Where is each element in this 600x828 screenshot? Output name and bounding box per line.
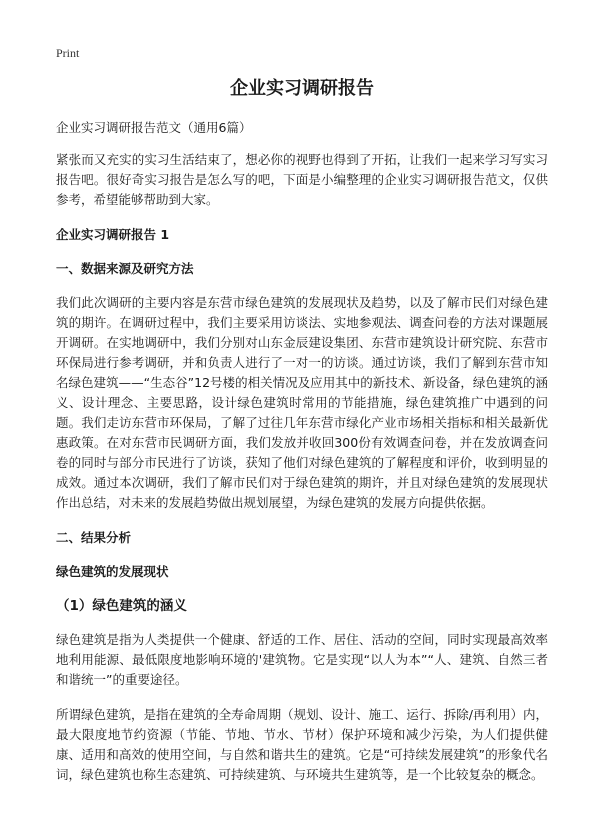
- report-heading: 企业实习调研报告 1: [56, 227, 170, 242]
- definition-paragraph-a: 绿色建筑是指为人类提供一个健康、舒适的工作、居住、活动的空间，同时实现最高效率地利用能源、最低限度地影响环境的'建筑物。它是实现“以人为本”“人、建筑、自然三者和谐统一”的重要途径。: [56, 632, 548, 687]
- print-label[interactable]: Print: [56, 46, 80, 60]
- document-page: [56, 76, 548, 800]
- section1-heading: 一、数据来源及研究方法: [56, 261, 194, 276]
- section2-heading: 二、结果分析: [56, 530, 132, 545]
- subsubsection-heading: （1）绿色建筑的涵义: [56, 598, 187, 614]
- intro-paragraph: 紧张而又充实的实习生活结束了，想必你的视野也得到了开拓，让我们一起来学习写实习报告吧。很好奇实习报告是怎么写的吧，下面是小编整理的企业实习调研报告范文，仅供参考，希望能够帮助到大家。: [56, 152, 548, 207]
- definition-paragraph-b: 所谓绿色建筑，是指在建筑的全寿命周期（规划、设计、施工、运行、拆除/再利用）内，最大限度地节约资源（节能、节地、节水、节材）保护环境和减少污染，为人们提供健康、适用和高效的使用空间，与自然和谐共生的建筑。它是“可持续发展建筑”的形象代名词，绿色建筑也称生态建筑、可持续建筑、与环境共生建筑等，是一个比较复杂的概念。: [56, 707, 548, 782]
- page-title: 企业实习调研报告: [230, 78, 374, 99]
- subsection-heading: 绿色建筑的发展现状: [56, 564, 169, 579]
- section1-paragraph: 我们此次调研的主要内容是东营市绿色建筑的发展现状及趋势，以及了解市民们对绿色建筑的期许。在调研过程中，我们主要采用访谈法、实地参观法、调查问卷的方法对课题展开调研。在实地调研中，我们分别对山东金辰建设集团、东营市建筑设计研究院、东营市环保局进行参考调研，并和负责人进行了一对一的访谈。通过访谈，我们了解到东营市知名绿色建筑——“生态谷”12号楼的相关情况及应用其中的新技术、新设备，绿色建筑的涵义、设计理念、主要思路，设计绿色建筑时常用的节能措施，绿色建筑推广中遇到的问题。我们走访东营市环保局，了解了过往几年东营市绿化产业市场相关指标和相关最新优惠政策。在对东营市民调研方面，我们发放并收回300份有效调查问卷，并在发放调查问卷的同时与部分市民进行了访谈，获知了他们对绿色建筑的了解程度和评价，收到明显的成效。通过本次调研，我们了解市民们对于绿色建筑的期许，并且对绿色建筑的发展现状作出总结，对未来的发展趋势做出规划展望，为绿色建筑的发展方向提供依据。: [56, 295, 548, 510]
- document-subtitle: 企业实习调研报告范文（通用6篇）: [56, 120, 252, 135]
